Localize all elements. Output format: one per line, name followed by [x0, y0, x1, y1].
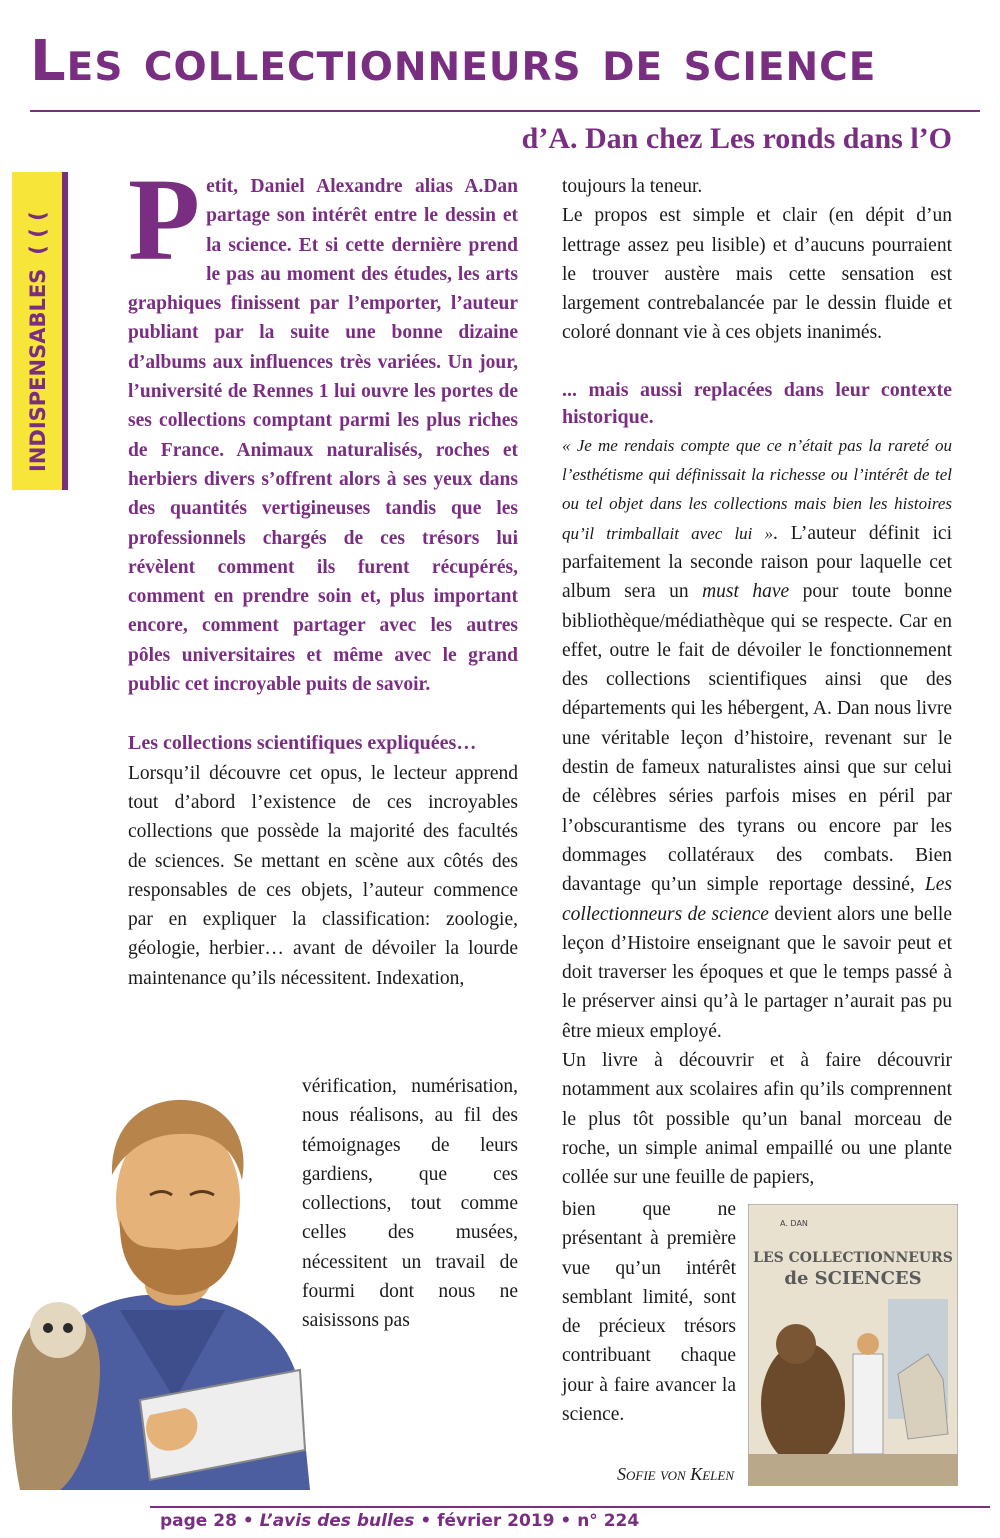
owl-eye-left	[43, 1323, 53, 1333]
cover-figure-head	[857, 1333, 879, 1355]
footer-publication: L’avis des bulles	[259, 1511, 415, 1531]
col2-paragraph-2	[562, 431, 952, 1046]
after-quote-3: devient alors une belle leçon d’Histoire enseignant que le savoir peut et doit traverser les époques et que le temps passé à le préserver ainsi qu’à le partager n’aurait pas pu être mieux employé.	[562, 903, 953, 1042]
footer-page: page 28 •	[160, 1511, 260, 1531]
book-cover-image	[748, 1204, 958, 1486]
wrapped-text-left	[302, 1072, 518, 1336]
title-rule	[30, 110, 980, 112]
section1-text: Lorsqu’il découvre cet opus, le lecteur apprend tout d’abord l’existence de ces incroyables collections que possède la majorité des facultés de sciences. Se mettant en scène aux côtés des responsables de ces objets, l’auteur commence par en expliquer la classification: zoologie, géologie, herbier… avant de dévoiler la lourde maintenance qu’ils nécessitent. Indexation,	[128, 762, 518, 989]
wrapped-text-right	[562, 1195, 736, 1429]
after-quote-1: . L’auteur définit ici parfaitement la seconde raison pour laquelle cet album sera un	[562, 522, 952, 603]
author-quote: « Je me rendais compte que ce n’était pas la rareté ou l’esthétisme qui définissait la richesse ou l’intérêt de tel ou tel objet dans les collections mais bien les histoires qu’il trimballait avec lui »	[562, 435, 952, 543]
category-tab	[12, 172, 64, 490]
author-portrait-illustration	[0, 1070, 310, 1490]
section-heading-1: Les collections scientifiques expliquées…	[128, 732, 477, 755]
footer-issue: • février 2019 • n° 224	[414, 1511, 640, 1531]
column-left	[128, 154, 518, 993]
section-heading-2: ... mais aussi replacées dans leur contexte historique.	[562, 378, 952, 428]
col2-paragraph-3: Un livre à découvrir et à faire découvrir notamment aux scolaires afin qu’ils comprennent le plus tôt possible qu’un banal morceau de roche, un simple animal empaillé ou une plante collée sur une feuille de papiers,	[562, 1050, 952, 1189]
col2-continuation: toujours la teneur.	[562, 176, 703, 197]
owl-face	[30, 1302, 86, 1358]
cover-title-line2: de SCIENCES	[784, 1268, 922, 1289]
article-subtitle: d’A. Dan chez Les ronds dans l’O	[521, 122, 952, 155]
cover-author: A. DAN	[780, 1219, 808, 1228]
cover-bear-head	[776, 1324, 816, 1364]
column-right	[562, 172, 952, 1193]
must-have-italic: must have	[702, 581, 790, 603]
col2-wrap-text: bien que ne présentant à première vue qu’un intérêt semblant limité, sont de précieux trésors contribuant chaque jour à faire avancer la science.	[562, 1199, 736, 1426]
cover-title-line1: LES COLLECTIONNEURS	[753, 1250, 953, 1266]
article-title: Les collectionneurs de science	[30, 29, 877, 94]
section1-wrap-text: vérification, numérisation, nous réalisons, au fil des témoignages de leurs gardiens, que ces collections, tout comme celles des musées, nécessitent un travail de fourmi dont nous ne saisissons pas	[302, 1076, 518, 1332]
book-title-italic: Les collectionneurs de science	[562, 874, 952, 925]
footer-rule	[150, 1506, 990, 1508]
cover-figure-coat	[853, 1354, 883, 1454]
intro-paragraph	[128, 154, 518, 699]
category-tab-bar	[62, 172, 68, 490]
col2-paragraph-1: Le propos est simple et clair (en dépit d’un lettrage assez peu lisible) et d’aucuns pourraient le trouver austère mais cette sensation est largement contrebalancée par le dessin fluide et coloré donnant vie à ces objets inanimés.	[562, 205, 952, 344]
cover-floor	[748, 1454, 958, 1486]
category-label: INDISPENSABLES	[26, 268, 50, 472]
intro-text: etit, Daniel Alexandre alias A.Dan partage son intérêt entre le dessin et la science. Et si cette dernière prend le pas au moment des études, les arts graphiques finissent par l’emporter, l’auteur publiant par la suite une bonne dizaine d’albums aux influences très variées. Un jour, l’université de Rennes 1 lui ouvre les portes de ses collections comptant parmi les plus riches de France. Animaux naturalisés, roches et herbiers divers s’offrent alors à ses yeux dans des quantités vertigineuses tandis que les professionnels chargés de ces trésors lui révèlent comment ils furent récupérés, comment en prendre soin et, plus important encore, comment partager avec les autres pôles universitaires et même avec le grand public cet incroyable puits de savoir.	[128, 176, 518, 696]
rating-icon: ( ( (	[26, 211, 50, 255]
category-tab-label	[20, 188, 56, 472]
article-signature: Sofie von Kelen	[616, 1464, 734, 1484]
owl-eye-right	[63, 1323, 73, 1333]
page-footer	[160, 1511, 639, 1531]
after-quote-2: pour toute bonne bibliothèque/médiathèque qui se respecte. Car en effet, outre le fait de dévoiler le fonctionnement des collections scientifiques ainsi que des départements qui les hébergent, A. Dan nous livre une véritable leçon d’histoire, revenant sur le destin de fameux naturalistes ainsi que sur celui de célèbres séries parfois mises en péril par l’obscurantisme des tyrans ou encore par les dommages collatéraux des combats. Bien davantage qu’un simple reportage dessiné,	[562, 581, 952, 896]
drop-cap: P	[128, 154, 201, 285]
